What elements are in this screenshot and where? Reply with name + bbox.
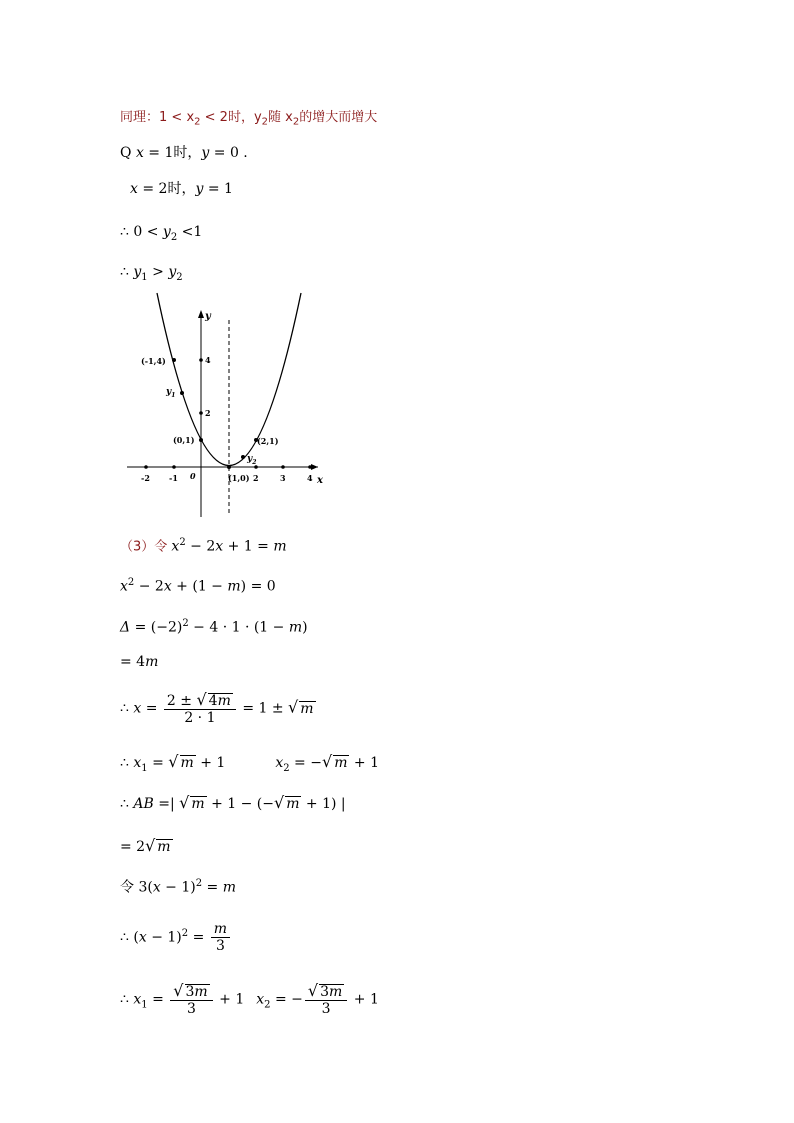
- y1-label: $y_1$: [166, 387, 176, 399]
- text: − 4 · 1 · (1 −: [188, 619, 289, 636]
- text: =: [141, 700, 162, 717]
- text: = 2: [137, 181, 168, 197]
- y2-label: $y_2$: [247, 454, 257, 466]
- text: x: [171, 538, 180, 555]
- radical-sign: √: [274, 793, 285, 812]
- text: = 4: [120, 654, 146, 670]
- text: 2: [194, 116, 201, 128]
- axis-y-label: y: [205, 311, 211, 322]
- point-label-neg1-4: (-1,4): [141, 356, 166, 366]
- numerator: [305, 983, 347, 1001]
- text: 2: [195, 878, 203, 889]
- tick-y-2: [199, 411, 203, 415]
- text: 2 ±: [166, 693, 197, 709]
- text: 时，y: [227, 110, 262, 125]
- text: = −: [270, 991, 303, 1008]
- radicand: m: [286, 796, 300, 812]
- denominator: 3: [187, 1001, 196, 1017]
- text: = 0: [209, 145, 239, 161]
- text: 2: [182, 618, 189, 629]
- text: + 1: [349, 991, 379, 1008]
- radicand: [208, 693, 233, 708]
- tick-y-4: [199, 358, 203, 362]
- point-y1: [180, 391, 184, 395]
- text: 2: [283, 762, 290, 774]
- text: y: [201, 145, 210, 161]
- line-let-3x: [120, 879, 236, 895]
- radical-sign: √: [307, 981, 319, 1000]
- text: =: [188, 929, 209, 946]
- part-label: （3）令: [120, 539, 172, 555]
- text: x: [275, 755, 284, 771]
- text: 1: [141, 271, 148, 283]
- tick-x-neg1: [172, 465, 176, 469]
- tick-label-2: 2: [253, 473, 259, 483]
- numerator: [170, 983, 212, 1001]
- text: Δ: [120, 619, 131, 636]
- text: x: [163, 578, 172, 595]
- text: − 2: [134, 578, 164, 595]
- text: 2: [292, 116, 300, 128]
- fraction: [164, 692, 236, 725]
- radical-sign: √: [179, 793, 190, 812]
- radicand: m: [157, 839, 171, 855]
- tick-label-4: 4: [307, 473, 313, 483]
- x-axis-arrow: [311, 464, 318, 470]
- origin-label: 0: [190, 471, 196, 481]
- radicand: m: [300, 700, 314, 717]
- text: 随 x: [268, 110, 293, 125]
- text: 1 < x: [159, 110, 195, 125]
- text: 1: [141, 999, 148, 1011]
- text: x: [133, 991, 142, 1008]
- radical-sign: √: [196, 690, 207, 709]
- text: ∴: [120, 700, 129, 717]
- axis-x-label: x: [317, 475, 323, 486]
- text: ∴: [120, 224, 129, 240]
- point-label-1-0: (1,0): [228, 473, 250, 483]
- point-label-0-1: (0,1): [173, 435, 195, 445]
- radicand: m: [180, 755, 194, 771]
- text: m: [273, 538, 287, 555]
- tick-label-y2: 2: [205, 408, 211, 418]
- text: m: [227, 578, 241, 595]
- radical-sign: √: [173, 981, 184, 1000]
- text: m: [194, 984, 208, 1000]
- radicand: [319, 984, 344, 999]
- text: y: [162, 224, 171, 240]
- text: = −: [289, 755, 322, 771]
- radicand: m: [191, 796, 205, 812]
- text: 2: [170, 231, 178, 243]
- text: ∴: [120, 264, 129, 280]
- text: 1: [141, 762, 148, 774]
- text: m: [329, 984, 343, 1000]
- text: + 1: [195, 755, 226, 771]
- line-square-eq: [120, 922, 232, 953]
- text: 同理：: [120, 110, 160, 125]
- text: 的增大而增大: [299, 110, 378, 125]
- text: − 1): [160, 879, 196, 896]
- text: + 1 =: [223, 538, 274, 555]
- text: 2: [261, 116, 269, 128]
- text: ) = 0: [240, 578, 276, 595]
- line-2-sqrt-m: [120, 838, 173, 854]
- denominator: 3: [215, 938, 225, 954]
- text: ∴: [120, 929, 129, 946]
- text: x: [133, 700, 142, 717]
- text: + 1: [214, 991, 245, 1008]
- text: =: [147, 755, 169, 771]
- point-neg1-4: [172, 358, 176, 362]
- text: 令 3(: [120, 879, 153, 896]
- text: x: [152, 879, 161, 896]
- denominator: 3: [321, 1001, 331, 1017]
- text: m: [222, 879, 237, 896]
- text: = 1 ±: [237, 700, 289, 717]
- text: x: [135, 145, 144, 161]
- line-part3: [120, 538, 287, 554]
- tick-label-neg2: -2: [141, 473, 150, 483]
- numerator: m: [211, 922, 230, 938]
- line-equation: [120, 578, 276, 594]
- text: 4: [208, 693, 218, 709]
- numerator: [164, 692, 236, 710]
- text: = 1: [143, 145, 174, 161]
- radicand: m: [334, 755, 348, 771]
- radicand: [185, 984, 210, 999]
- line-final-roots: [120, 983, 379, 1016]
- line-roots: [120, 754, 379, 774]
- point-1-0: [227, 465, 231, 469]
- point-y2: [241, 455, 245, 459]
- fraction: [305, 983, 347, 1016]
- radical-sign: √: [145, 836, 156, 855]
- text: + 1) |: [301, 796, 346, 812]
- text: x: [138, 929, 147, 946]
- text: ): [302, 619, 308, 636]
- text: x: [130, 181, 138, 197]
- text: = 2: [120, 839, 146, 855]
- text: 2: [179, 537, 186, 548]
- text: 时，: [167, 181, 196, 197]
- text: − 2: [185, 538, 216, 555]
- radical-sign: √: [168, 752, 179, 771]
- tick-label-y4: 4: [205, 355, 211, 365]
- tick-label-3: 3: [280, 473, 286, 483]
- text: 2: [264, 999, 271, 1011]
- text: = 1: [203, 181, 233, 197]
- text: = (−2): [130, 619, 183, 636]
- text: m: [145, 654, 159, 670]
- text: y: [195, 181, 204, 197]
- line-root-formula: [120, 692, 316, 725]
- text: + 1: [349, 755, 380, 771]
- text: m: [217, 693, 231, 709]
- line-4m: [120, 655, 158, 669]
- text: ∴: [120, 755, 129, 771]
- line-ab-length: [120, 795, 346, 811]
- fraction: [170, 983, 212, 1016]
- text: =: [147, 991, 169, 1008]
- text: x: [133, 755, 142, 771]
- text: >: [147, 264, 169, 280]
- text: < 2: [200, 110, 228, 125]
- text: − 1): [146, 929, 182, 946]
- text: 3: [185, 984, 195, 1000]
- text: 2: [127, 577, 135, 588]
- tick-x-4: [308, 465, 312, 469]
- text: (: [128, 929, 139, 946]
- text: 3: [320, 984, 330, 1000]
- text: 2: [181, 927, 189, 939]
- text: 2: [176, 271, 183, 283]
- line-discriminant: [120, 619, 308, 635]
- y-axis-arrow: [198, 310, 204, 318]
- text: 时，: [173, 145, 202, 161]
- text: .: [238, 145, 248, 161]
- text: x: [120, 578, 128, 595]
- text: x: [256, 991, 265, 1008]
- text: + 1 − (−: [206, 796, 274, 812]
- text: <1: [177, 224, 203, 240]
- text: y: [168, 264, 177, 280]
- fraction: [211, 922, 230, 953]
- text: =: [202, 879, 223, 896]
- text: Q: [120, 145, 132, 161]
- point-0-1: [199, 438, 203, 442]
- text: =|: [153, 796, 180, 812]
- denominator: 2 · 1: [184, 710, 216, 726]
- text: x: [215, 538, 224, 555]
- point-label-2-1: (2,1): [257, 436, 279, 446]
- text: 0 <: [128, 224, 163, 240]
- text: m: [288, 619, 303, 636]
- text: ∴: [120, 991, 129, 1008]
- text: AB: [133, 796, 154, 812]
- text: ∴: [120, 796, 129, 812]
- text: y: [133, 264, 142, 280]
- text: + (1 −: [171, 578, 228, 595]
- radical-sign: √: [288, 697, 299, 717]
- tick-x-3: [281, 465, 285, 469]
- radical-sign: √: [321, 752, 333, 771]
- tick-x-neg2: [144, 465, 148, 469]
- tick-label-neg1: -1: [169, 473, 178, 483]
